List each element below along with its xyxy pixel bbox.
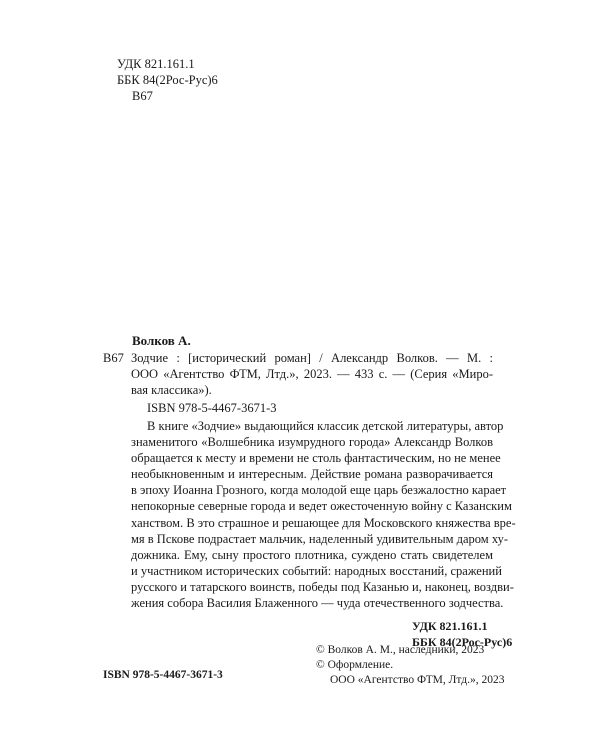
annotation-line: ханством. В это страшное и решающее для Московского княжества вре-	[131, 515, 516, 530]
annotation-line: мя в Пскове подрастает мальчик, наделенный удивительным даром ху-	[131, 531, 509, 546]
author-code: В67	[103, 351, 124, 365]
bib-line: вая классика»).	[131, 383, 212, 397]
copyright-publisher: ООО «Агентство ФТМ, Лтд.», 2023	[330, 674, 505, 686]
udk-code-bottom: УДК 821.161.1	[412, 619, 488, 633]
annotation-line: русского и татарского воинств, победы под Казанью и, наконец, воздви-	[131, 579, 514, 594]
isbn: ISBN 978-5-4467-3671-3	[147, 401, 277, 415]
author-heading: Волков А.	[132, 333, 191, 348]
author-code-top: В67	[132, 89, 153, 103]
annotation-line: в эпоху Иоанна Грозного, когда молодой еще царь безжалостно карает	[131, 483, 507, 498]
annotation-line: дожника. Ему, сыну простого плотника, суждено стать свидетелем	[131, 547, 493, 562]
annotation-line: жения собора Василия Блаженного — чуда отечественного зодчества.	[131, 596, 504, 611]
copyright-author: © Волков А. М., наследники, 2023	[316, 644, 485, 656]
bib-line: ООО «Агентство ФТМ, Лтд.», 2023. — 433 с. — (Серия «Миро-	[131, 367, 493, 381]
isbn-bottom: ISBN 978-5-4467-3671-3	[103, 669, 223, 681]
annotation-line: В книге «Зодчие» выдающийся классик детской литературы, автор	[147, 419, 504, 433]
annotation-line: и участником исторических событий: народных восстаний, сражений	[131, 563, 502, 578]
annotation-line: обращается к месту и времени не столь фантастическим, но не менее	[131, 451, 501, 466]
annotation-line: необыкновенным и интересным. Действие романа разворачивается	[131, 467, 493, 482]
bibliographic-description	[131, 350, 493, 398]
annotation-line: непокорные северные города и ведет ожесточенную войну с Казанским	[131, 499, 512, 514]
bib-line: Зодчие : [исторический роман] / Александр Волков. — М. :	[131, 351, 493, 365]
copyright-design: © Оформление.	[316, 659, 394, 671]
annotation	[131, 418, 516, 611]
bbk-code-bottom: ББК 84(2Рос-Рус)6	[412, 635, 513, 649]
udk-code-top: УДК 821.161.1	[117, 57, 195, 71]
bbk-code-top: ББК 84(2Рос-Рус)6	[117, 73, 218, 87]
annotation-line: знаменитого «Волшебника изумрудного города» Александр Волков	[131, 435, 493, 450]
